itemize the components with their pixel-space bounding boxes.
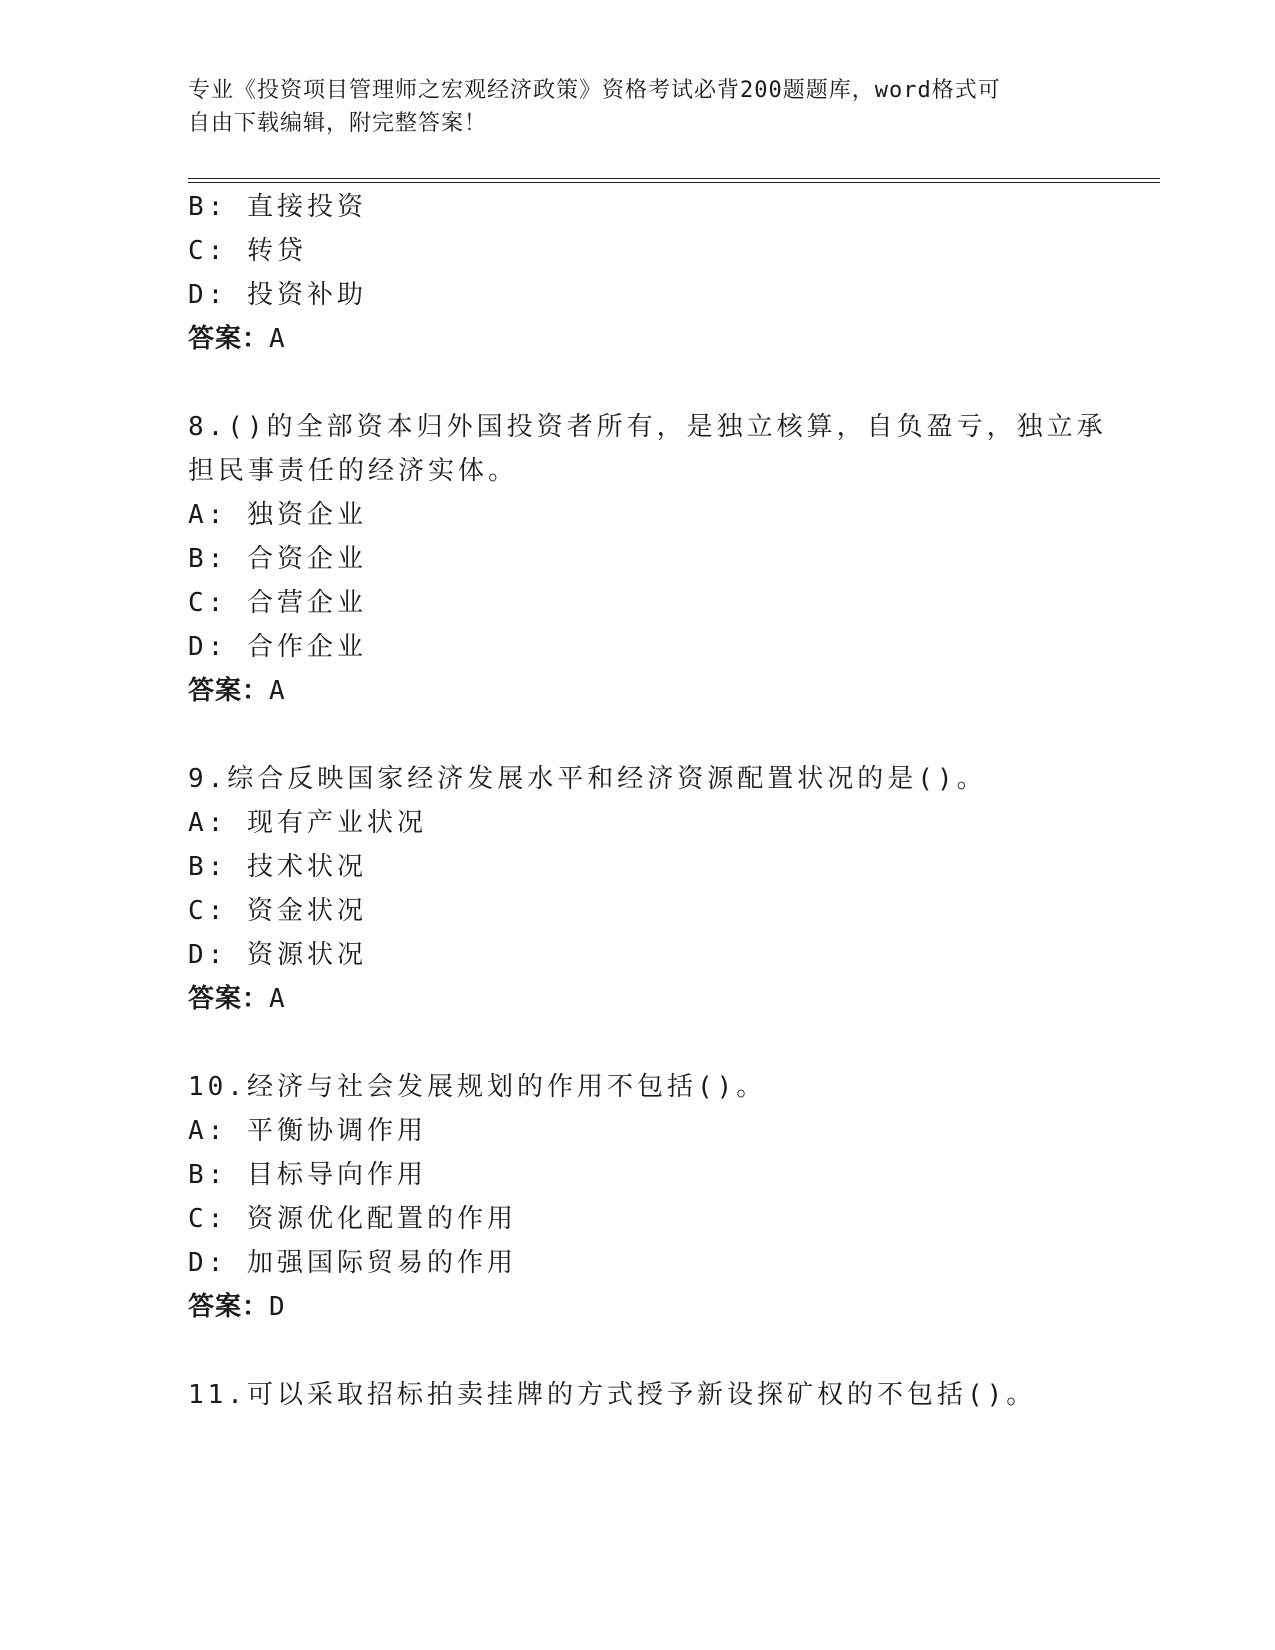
q8-stem-line-1: 8.()的全部资本归外国投资者所有，是独立核算，自负盈亏，独立承 bbox=[188, 412, 1107, 442]
q8-option-c: C: 合营企业 bbox=[188, 588, 367, 618]
document-header bbox=[188, 74, 1068, 140]
q9-option-a: A: 现有产业状况 bbox=[188, 808, 427, 838]
q9-option-b: B: 技术状况 bbox=[188, 852, 367, 882]
answer-label: 答案： bbox=[188, 1292, 270, 1322]
q10-option-d: D: 加强国际贸易的作用 bbox=[188, 1248, 517, 1278]
q9-answer-value: A bbox=[269, 984, 286, 1014]
q10-answer bbox=[188, 1290, 286, 1324]
q10-option-a: A: 平衡协调作用 bbox=[188, 1116, 427, 1146]
q7-option-c: C: 转贷 bbox=[188, 236, 307, 266]
q10-option-b: B: 目标导向作用 bbox=[188, 1160, 427, 1190]
q7-option-d: D: 投资补助 bbox=[188, 280, 367, 310]
q11-stem: 11.可以采取招标拍卖挂牌的方式授予新设探矿权的不包括()。 bbox=[188, 1380, 1037, 1410]
header-line-2: 自由下载编辑，附完整答案！ bbox=[188, 111, 488, 136]
q9-option-c: C: 资金状况 bbox=[188, 896, 367, 926]
q8-option-d: D: 合作企业 bbox=[188, 632, 367, 662]
q9-stem: 9.综合反映国家经济发展水平和经济资源配置状况的是()。 bbox=[188, 764, 987, 794]
q8-stem-line-2: 担民事责任的经济实体。 bbox=[188, 456, 519, 486]
q9-answer bbox=[188, 982, 286, 1016]
q10-stem: 10.经济与社会发展规划的作用不包括()。 bbox=[188, 1072, 767, 1102]
q7-option-b: B: 直接投资 bbox=[188, 192, 367, 222]
q9-option-d: D: 资源状况 bbox=[188, 940, 367, 970]
q10-answer-value: D bbox=[269, 1292, 286, 1322]
q8-answer bbox=[188, 674, 286, 708]
q7-answer-value: A bbox=[269, 324, 286, 354]
q8-option-b: B: 合资企业 bbox=[188, 544, 367, 574]
answer-label: 答案： bbox=[188, 984, 270, 1014]
header-line-1: 专业《投资项目管理师之宏观经济政策》资格考试必背200题题库，word格式可 bbox=[188, 78, 1001, 103]
q7-answer bbox=[188, 322, 286, 356]
q8-option-a: A: 独资企业 bbox=[188, 500, 367, 530]
q10-option-c: C: 资源优化配置的作用 bbox=[188, 1204, 517, 1234]
answer-label: 答案： bbox=[188, 676, 270, 706]
header-divider bbox=[188, 178, 1160, 183]
answer-label: 答案： bbox=[188, 324, 270, 354]
q8-answer-value: A bbox=[269, 676, 286, 706]
